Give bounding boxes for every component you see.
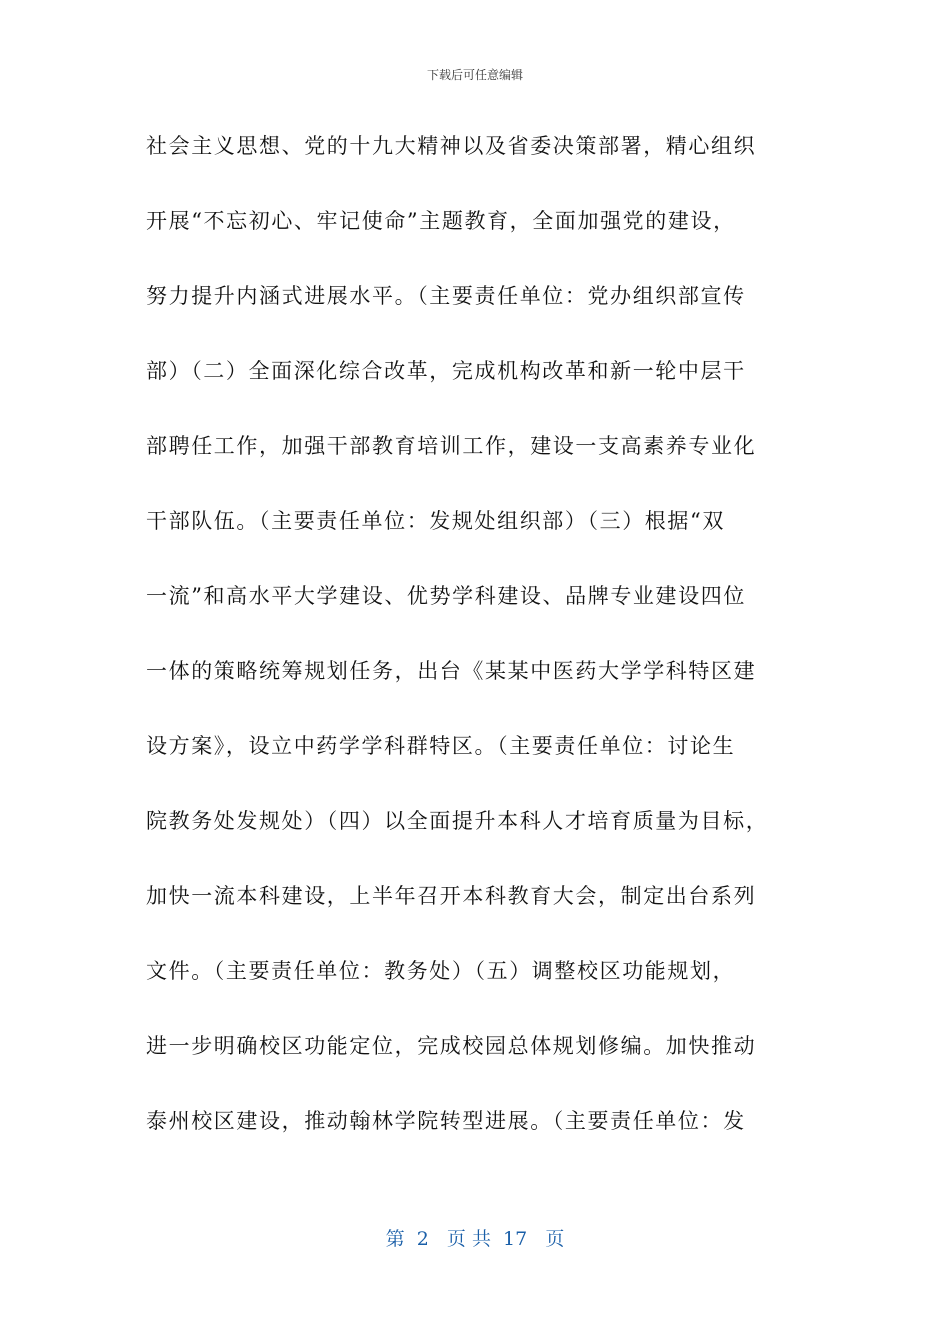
text-line: 文件。（主要责任单位：教务处）（五）调整校区功能规划， bbox=[146, 959, 736, 983]
text-line: 院教务处发规处）（四）以全面提升本科人才培育质量为目标， bbox=[146, 809, 769, 833]
text-line: 进一步明确校区功能定位，完成校园总体规划修编。加快推动 bbox=[146, 1034, 757, 1058]
text-line: 干部队伍。（主要责任单位：发规处组织部）（三）根据“双 bbox=[146, 509, 725, 533]
page-footer: 第 2 页 共 17 页 bbox=[385, 1228, 565, 1250]
text-line: 努力提升内涵式进展水平。（主要责任单位：党办组织部宣传 bbox=[146, 284, 746, 308]
text-line: 部聘任工作，加强干部教育培训工作，建设一支高素养专业化 bbox=[146, 434, 757, 458]
body-text bbox=[146, 128, 806, 1178]
text-line: 一流”和高水平大学建设、优势学科建设、品牌专业建设四位 bbox=[146, 584, 746, 608]
text-line: 开展“不忘初心、牢记使命”主题教育，全面加强党的建设， bbox=[146, 209, 736, 233]
text-line: 部）（二）全面深化综合改革，完成机构改革和新一轮中层干 bbox=[146, 359, 746, 383]
page-header: 下载后可任意编辑 bbox=[426, 68, 523, 82]
text-line: 社会主义思想、党的十九大精神以及省委决策部署，精心组织 bbox=[146, 134, 757, 158]
text-line: 泰州校区建设，推动翰林学院转型进展。（主要责任单位：发 bbox=[146, 1109, 746, 1133]
text-line: 加快一流本科建设，上半年召开本科教育大会，制定出台系列 bbox=[146, 884, 757, 908]
text-line: 设方案》，设立中药学学科群特区。（主要责任单位：讨论生 bbox=[146, 734, 736, 758]
text-line: 一体的策略统筹规划任务，出台《某某中医药大学学科特区建 bbox=[146, 659, 757, 683]
